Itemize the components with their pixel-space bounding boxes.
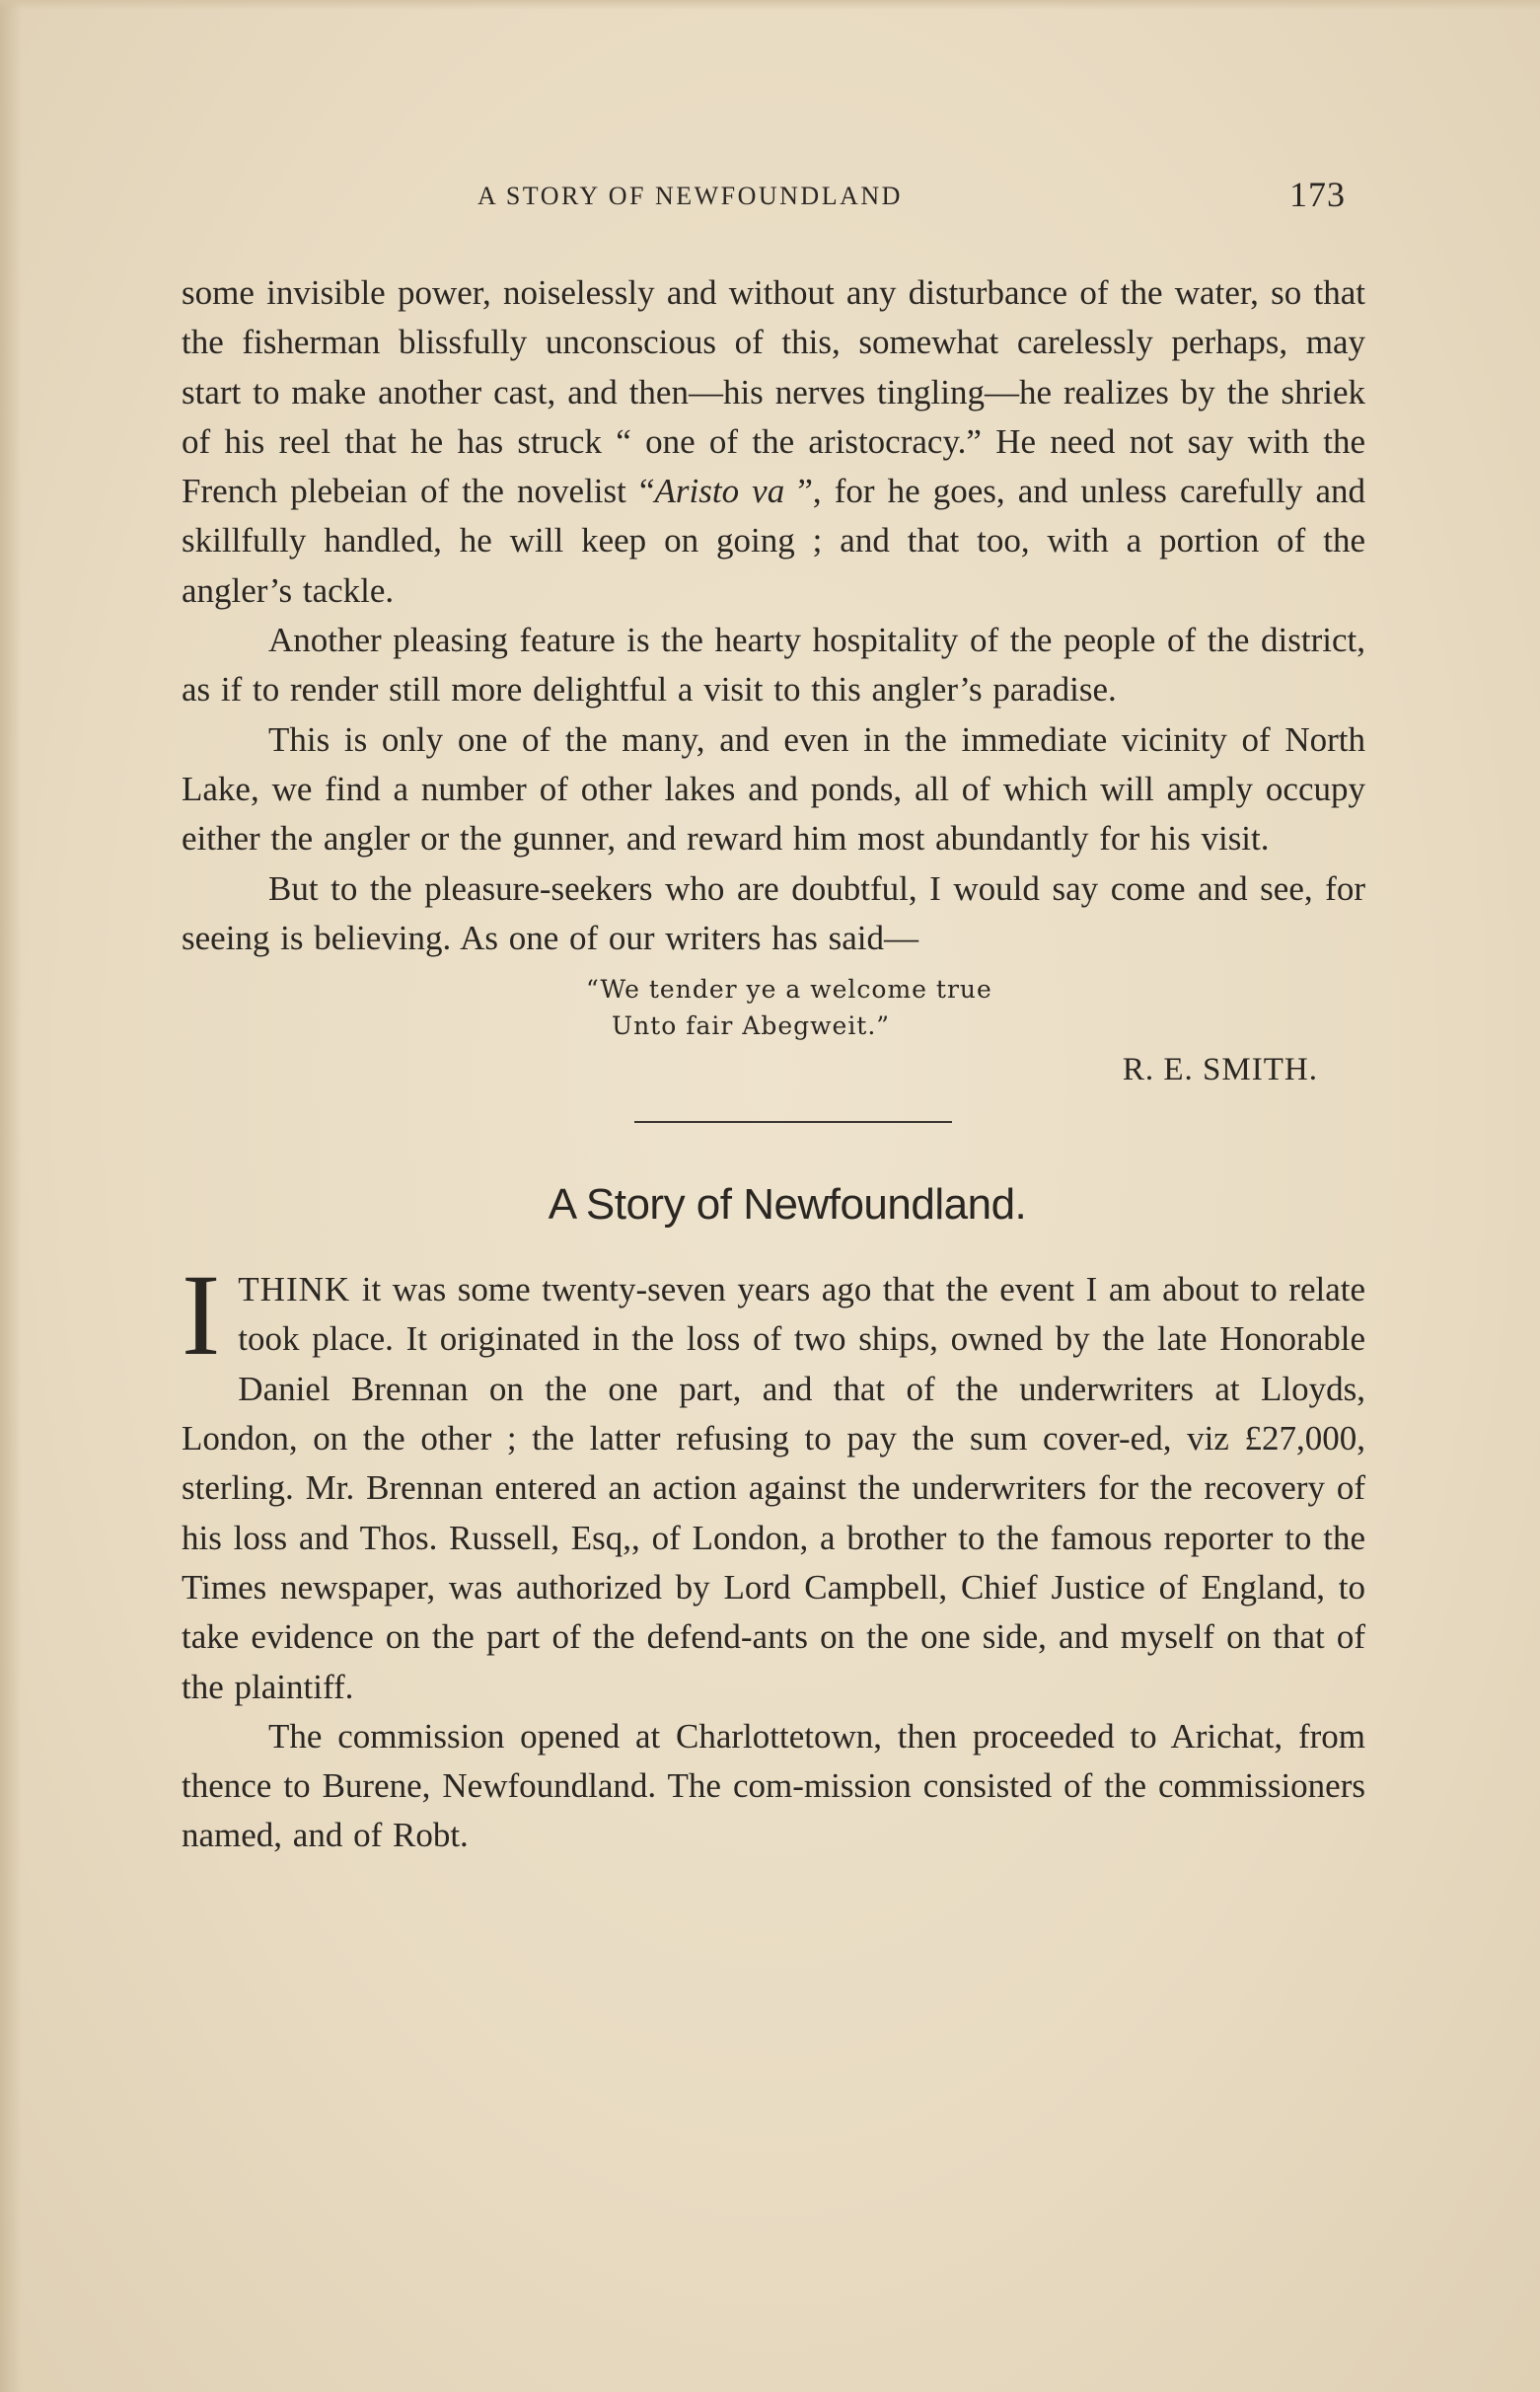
top-edge-shadow	[0, 0, 1540, 10]
spine-shadow	[0, 0, 22, 2392]
story-paragraph-2: The commission opened at Charlottetown, then proceeded to Arichat, from thence to Burene, Newfoundland. The com-mission consisted of the commissioners named, and of Robt.	[182, 1716, 1365, 1855]
running-head	[182, 168, 1365, 227]
paragraph-1-text: some invisible power, noiselessly and without any disturbance of the water, so that the fisherman blissfully unconscious of this, somewhat carelessly perhaps, may start to make another cast, and then—his nerves tingling—he realizes by the shriek of his reel that he has struck “ one of the aristocracy.” He need not say with the French plebeian of the novelist “	[182, 273, 1365, 511]
signature-surname: MITH.	[1221, 1052, 1318, 1088]
paragraph-pleasure-seekers: But to the pleasure-seekers who are doubtful, I would say come and see, for seeing is believing. As one of our writers has said—	[182, 868, 1365, 957]
text-column	[182, 168, 1365, 1861]
author-signature	[182, 1050, 1365, 1089]
paragraph-1-text-after: ”, for he goes, and unless carefully and skillfully handled, he will keep on going ; and that too, with a portion of the angler’s tackle.	[182, 472, 1365, 610]
story-paragraph-1	[182, 1250, 1365, 1712]
story-paragraph-1-text: it was some twenty-seven years ago that the event I am about to relate took place. It originated in the loss of two ships, owned by the late Honorable Daniel Brennan on the one part, and that of the underwriters at Lloyds, London, on the other ; the latter refusing to pay the sum cover-ed, viz £27,000, sterling. Mr. Brennan entered an action against the underwriters for the recovery of his loss and Thos. Russell, Esq,, of London, a brother to the famous reporter to the Times newspaper, was authorized by Lord Campbell, Chief Justice of England, to take evidence on the part of the defend-ants on the one side, and myself on that of the plaintiff.	[182, 1270, 1365, 1706]
section-divider-rule	[634, 1121, 952, 1123]
verse-quote	[182, 971, 1365, 1044]
lead-word: THINK	[238, 1270, 351, 1309]
drop-cap-letter: I	[182, 1250, 221, 1381]
running-title: A STORY OF NEWFOUNDLAND	[477, 182, 903, 210]
paragraph-continued	[182, 268, 1365, 616]
signature-initials: R. E. S	[1122, 1052, 1222, 1088]
page-number: 173	[1289, 175, 1346, 214]
paragraph-north-lake: This is only one of the many, and even in the immediate vicinity of North Lake, we find a number of other lakes and ponds, all of which will amply occupy either the angler or the gunner, and reward him most abundantly for his visit.	[182, 719, 1365, 859]
article-heading: A Story of Newfoundland.	[548, 1180, 1027, 1230]
italic-phrase: Aristo va	[654, 472, 785, 511]
paragraph-hospitality: Another pleasing feature is the hearty hospitality of the people of the district, as if to render still more delightful a visit to this angler’s paradise.	[182, 621, 1365, 710]
verse-line-2: Unto fair Abegweit.”	[612, 1011, 891, 1041]
verse-line-1: “We tender ye a welcome true	[586, 975, 992, 1005]
